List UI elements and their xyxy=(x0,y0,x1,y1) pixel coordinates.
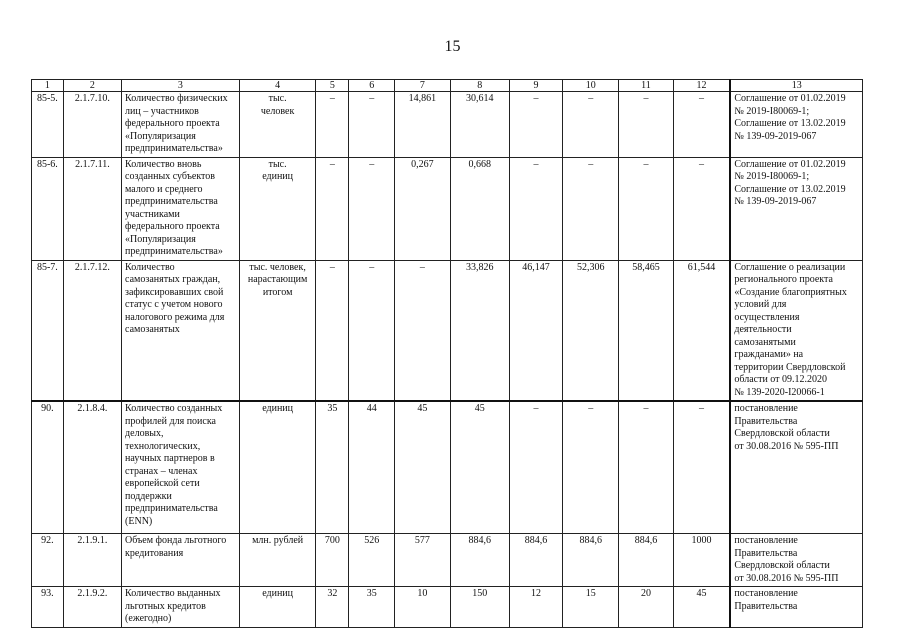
value-cell: – xyxy=(349,260,395,401)
indicator-name: Количество самозанятых граждан, зафиксировавших свой статус с учетом нового налогового режима для самозанятых xyxy=(122,260,240,401)
value-cell: – xyxy=(673,157,730,260)
value-cell: – xyxy=(395,260,450,401)
unit: единиц xyxy=(239,587,316,628)
value-cell: 0,668 xyxy=(450,157,509,260)
value-cell: 20 xyxy=(619,587,673,628)
header-cell: 5 xyxy=(316,80,349,92)
value-cell: – xyxy=(316,157,349,260)
page-number: 15 xyxy=(444,38,461,55)
value-cell: – xyxy=(673,401,730,534)
header-cell: 6 xyxy=(349,80,395,92)
header-cell: 11 xyxy=(619,80,673,92)
basis-document: Соглашение от 01.02.2019 № 2019-I80069-1; Соглашение от 13.02.2019 № 139-09-2019-067 xyxy=(730,92,862,158)
value-cell: 10 xyxy=(395,587,450,628)
value-cell: – xyxy=(563,92,619,158)
unit: единиц xyxy=(239,401,316,534)
unit: млн. рублей xyxy=(239,534,316,587)
header-cell: 10 xyxy=(563,80,619,92)
table-row xyxy=(32,534,863,587)
value-cell: 1000 xyxy=(673,534,730,587)
row-number: 93. xyxy=(32,587,64,628)
value-cell: – xyxy=(509,92,562,158)
value-cell: 46,147 xyxy=(509,260,562,401)
indicator-name: Количество выданных льготных кредитов (ежегодно) xyxy=(122,587,240,628)
unit: тыс. единиц xyxy=(239,157,316,260)
value-cell: – xyxy=(619,401,673,534)
indicator-name: Количество созданных профилей для поиска деловых, технологических, научных партнеров в странах – членах европейской сети поддержки предпринимательства (ENN) xyxy=(122,401,240,534)
value-cell: – xyxy=(349,92,395,158)
value-cell: – xyxy=(316,260,349,401)
unit: тыс. человек xyxy=(239,92,316,158)
value-cell: 150 xyxy=(450,587,509,628)
table-row xyxy=(32,92,863,158)
header-cell: 2 xyxy=(63,80,121,92)
table-row xyxy=(32,260,863,401)
header-cell: 4 xyxy=(239,80,316,92)
table-row xyxy=(32,587,863,628)
row-code: 2.1.7.11. xyxy=(63,157,121,260)
table-body xyxy=(32,80,863,628)
header-cell: 13 xyxy=(730,80,862,92)
table-row xyxy=(32,401,863,534)
value-cell: 12 xyxy=(509,587,562,628)
indicator-name: Объем фонда льготного кредитования xyxy=(122,534,240,587)
basis-document: постановление Правительства xyxy=(730,587,862,628)
row-code: 2.1.8.4. xyxy=(63,401,121,534)
table-header-row xyxy=(32,80,863,92)
value-cell: 884,6 xyxy=(450,534,509,587)
row-code: 2.1.7.10. xyxy=(63,92,121,158)
value-cell: 526 xyxy=(349,534,395,587)
value-cell: – xyxy=(563,157,619,260)
value-cell: – xyxy=(619,92,673,158)
value-cell: 884,6 xyxy=(563,534,619,587)
basis-document: постановление Правительства Свердловской области от 30.08.2016 № 595-ПП xyxy=(730,534,862,587)
row-code: 2.1.9.1. xyxy=(63,534,121,587)
value-cell: 15 xyxy=(563,587,619,628)
header-cell: 9 xyxy=(509,80,562,92)
value-cell: 32 xyxy=(316,587,349,628)
value-cell: 884,6 xyxy=(509,534,562,587)
value-cell: 58,465 xyxy=(619,260,673,401)
basis-document: постановление Правительства Свердловской области от 30.08.2016 № 595-ПП xyxy=(730,401,862,534)
header-cell: 3 xyxy=(122,80,240,92)
value-cell: – xyxy=(563,401,619,534)
value-cell: – xyxy=(509,157,562,260)
value-cell: 45 xyxy=(450,401,509,534)
value-cell: 45 xyxy=(395,401,450,534)
value-cell: 45 xyxy=(673,587,730,628)
row-code: 2.1.9.2. xyxy=(63,587,121,628)
value-cell: 30,614 xyxy=(450,92,509,158)
unit: тыс. человек, нарастающим итогом xyxy=(239,260,316,401)
indicator-name: Количество физических лиц – участников федерального проекта «Популяризация предпринимательства» xyxy=(122,92,240,158)
row-number: 85-5. xyxy=(32,92,64,158)
value-cell: 577 xyxy=(395,534,450,587)
row-code: 2.1.7.12. xyxy=(63,260,121,401)
indicator-name: Количество вновь созданных субъектов малого и среднего предпринимательства участниками федерального проекта «Популяризация предпринимательства» xyxy=(122,157,240,260)
header-cell: 8 xyxy=(450,80,509,92)
value-cell: 700 xyxy=(316,534,349,587)
row-number: 92. xyxy=(32,534,64,587)
value-cell: 884,6 xyxy=(619,534,673,587)
value-cell: – xyxy=(509,401,562,534)
header-cell: 1 xyxy=(32,80,64,92)
table-row xyxy=(32,157,863,260)
basis-document: Соглашение о реализации регионального проекта «Создание благоприятных условий для осуществления деятельности самозанятыми гражданами» на территории Свердловской области от 09.12.2020 № 139-2020-I20066-1 xyxy=(730,260,862,401)
value-cell: 61,544 xyxy=(673,260,730,401)
row-number: 90. xyxy=(32,401,64,534)
value-cell: 35 xyxy=(316,401,349,534)
basis-document: Соглашение от 01.02.2019 № 2019-I80069-1; Соглашение от 13.02.2019 № 139-09-2019-067 xyxy=(730,157,862,260)
value-cell: 44 xyxy=(349,401,395,534)
indicators-table xyxy=(31,79,863,628)
value-cell: – xyxy=(619,157,673,260)
value-cell: 14,861 xyxy=(395,92,450,158)
value-cell: 52,306 xyxy=(563,260,619,401)
header-cell: 12 xyxy=(673,80,730,92)
value-cell: – xyxy=(673,92,730,158)
value-cell: 0,267 xyxy=(395,157,450,260)
value-cell: – xyxy=(349,157,395,260)
value-cell: – xyxy=(316,92,349,158)
value-cell: 35 xyxy=(349,587,395,628)
row-number: 85-7. xyxy=(32,260,64,401)
row-number: 85-6. xyxy=(32,157,64,260)
header-cell: 7 xyxy=(395,80,450,92)
value-cell: 33,826 xyxy=(450,260,509,401)
